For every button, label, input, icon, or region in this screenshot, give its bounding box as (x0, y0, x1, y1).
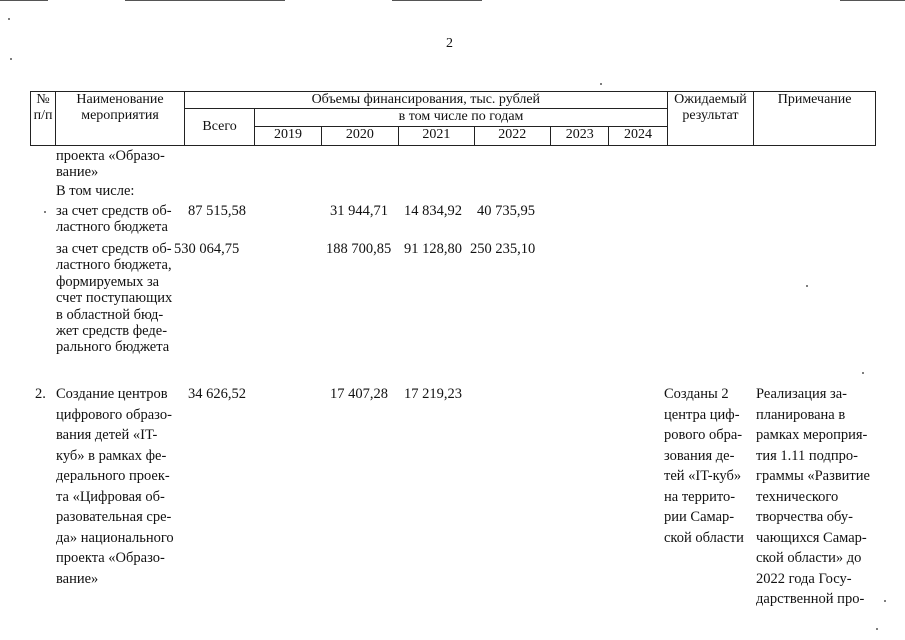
header-by-years: в том числе по годам (255, 109, 667, 126)
item2-result: Созданы 2 центра циф- рового обра- зования де- тей «IT-куб» на террито- рии Самар- ской области (664, 386, 744, 546)
scan-top-edge (840, 0, 905, 1)
row-regional-2022: 40 735,95 (477, 203, 535, 219)
page-number: 2 (446, 36, 453, 51)
item2-name: Создание центров цифрового образо- вания детей «IT- куб» в рамках фе- дерального проек- та «Цифровая об- разовательная сре- да» национального проекта «Образо- вание» (56, 386, 174, 587)
row-regional-2021: 14 834,92 (404, 203, 462, 219)
header-year: 2021 (399, 126, 474, 145)
scan-speck (8, 18, 10, 20)
item1-name-tail: проекта «Образо- вание» (56, 148, 165, 181)
row-regional-total: 87 515,58 (188, 203, 246, 219)
row-federal-2021: 91 128,80 (404, 241, 462, 257)
header-funding: Объемы финансирования, тыс. рублей (184, 92, 667, 109)
scan-speck (10, 58, 12, 60)
scan-speck (806, 285, 808, 287)
item2-total: 34 626,52 (188, 386, 246, 402)
row-regional-name: за счет средств об- ластного бюджета (56, 203, 172, 236)
item2-2021: 17 219,23 (404, 386, 462, 402)
scan-speck (862, 372, 864, 374)
header-result: Ожидаемый результат (667, 92, 754, 146)
item2-num: 2. (35, 386, 46, 402)
header-year: 2019 (255, 126, 321, 145)
scan-top-edge (125, 0, 285, 1)
scan-speck (884, 600, 886, 602)
scan-speck (44, 211, 46, 213)
scan-speck (600, 83, 602, 85)
scan-top-edge (0, 0, 48, 1)
header-year: 2020 (321, 126, 398, 145)
row-regional-2020: 31 944,71 (330, 203, 388, 219)
header-year: 2024 (609, 126, 667, 145)
row-federal-2020: 188 700,85 (326, 241, 392, 257)
row-federal-total: 530 064,75 (174, 241, 240, 257)
header-num: № п/п (31, 92, 56, 146)
header-name: Наименование мероприятия (56, 92, 185, 146)
header-total: Всего (184, 109, 254, 146)
scan-top-edge (392, 0, 482, 1)
header-note: Примечание (754, 92, 876, 146)
scan-speck (876, 628, 878, 630)
row-federal-name: за счет средств об- ластного бюджета, формируемых за счет поступающих в областной бюд- жет средств феде- рального бюджета (56, 241, 173, 356)
header-year: 2022 (474, 126, 550, 145)
including-label: В том числе: (56, 183, 135, 199)
financing-table-header (30, 91, 876, 146)
item2-2020: 17 407,28 (330, 386, 388, 402)
row-federal-2022: 250 235,10 (470, 241, 536, 257)
header-year: 2023 (551, 126, 609, 145)
item2-note: Реализация за- планирована в рамках мероприя- тия 1.11 подпро- граммы «Развитие технического творчества обу- чающихся Самар- ской области» до 2022 года Госу- дарственной про- (756, 386, 870, 607)
